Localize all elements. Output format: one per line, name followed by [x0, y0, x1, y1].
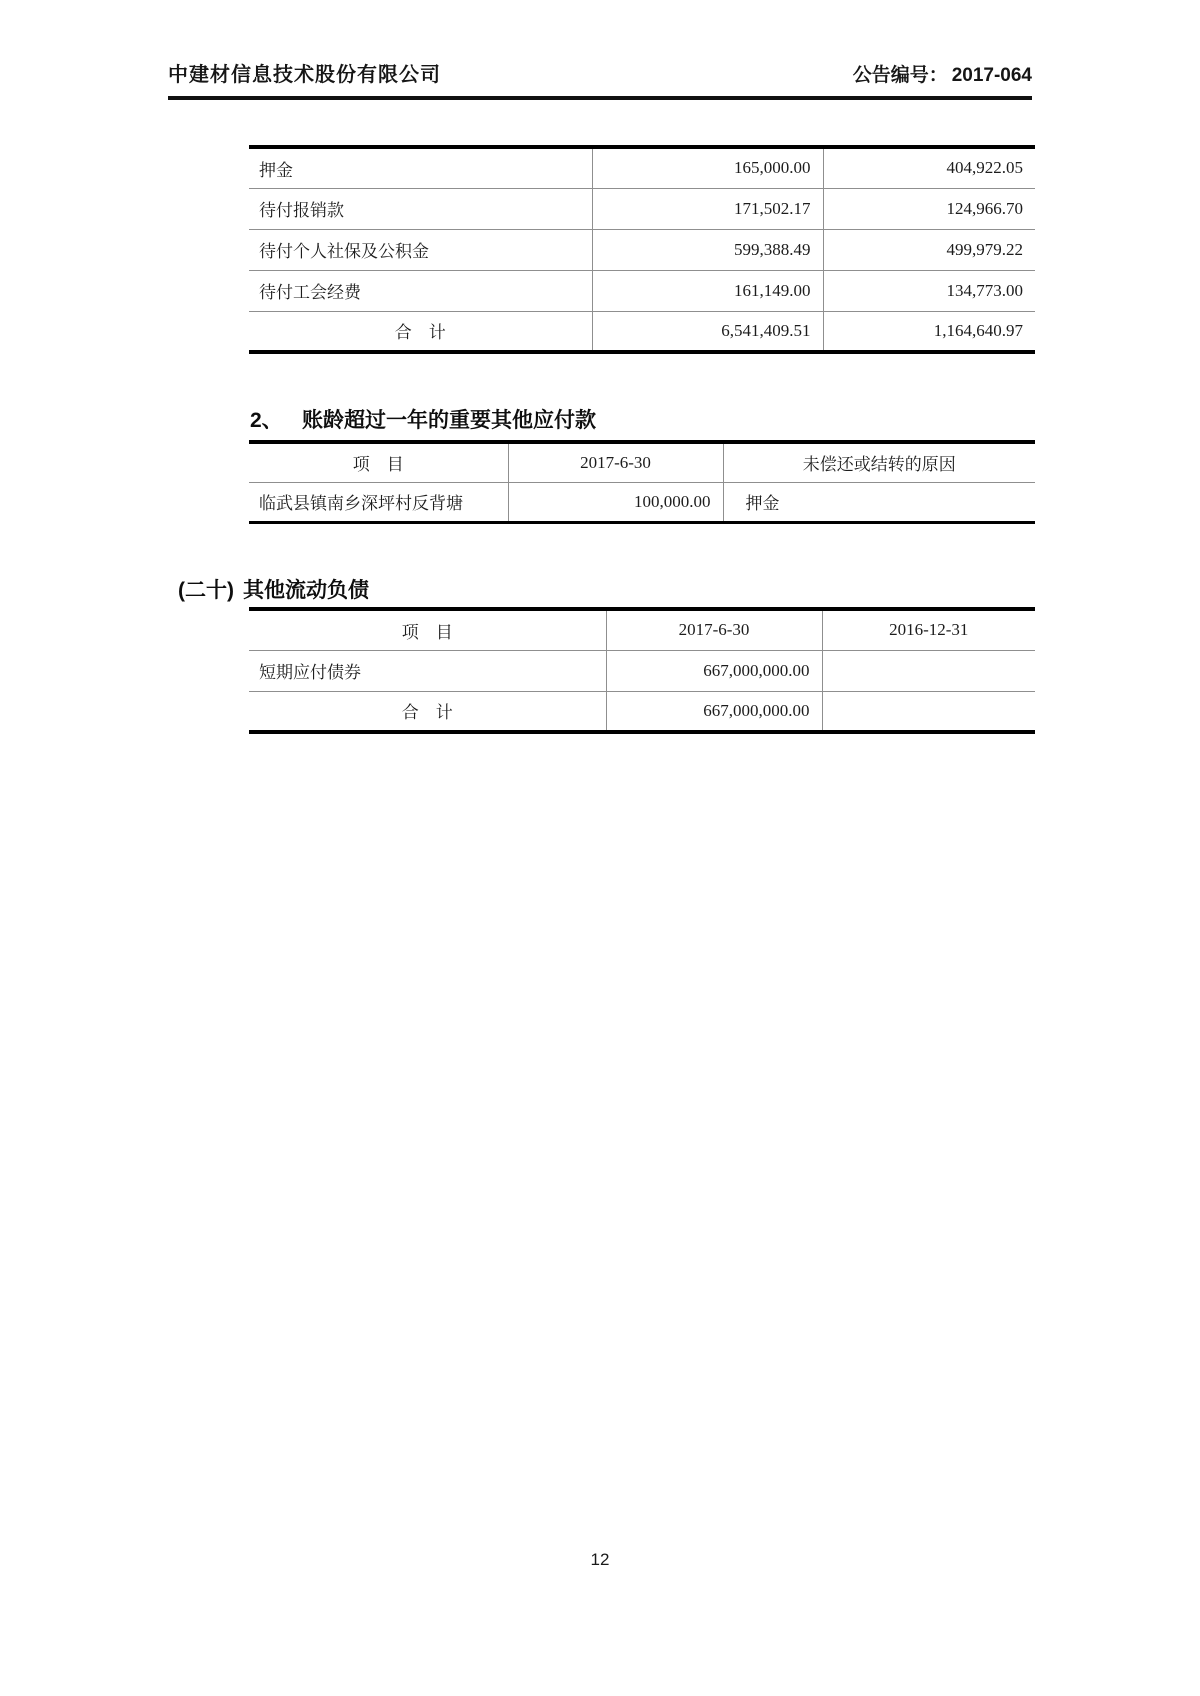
column-header-item: 项 目: [401, 622, 453, 642]
header-row: [249, 442, 1035, 482]
amount-2016: [822, 650, 1035, 691]
document-header: [168, 58, 1032, 100]
company-name: 中建材信息技术股份有限公司: [168, 64, 441, 86]
aging-payables-table: [249, 440, 1035, 524]
section-heading-aging: [250, 404, 596, 434]
amount-2016: 124,966.70: [823, 188, 1035, 229]
amount-2017: 161,149.00: [592, 270, 823, 311]
item-label: 短期应付债券: [249, 650, 606, 691]
amount-2016: 134,773.00: [823, 270, 1035, 311]
header-row: [249, 609, 1035, 650]
amount-2017: 599,388.49: [592, 229, 823, 270]
total-row: [249, 311, 1035, 352]
table-row: [249, 650, 1035, 691]
section-title: 其他流动负债: [243, 579, 369, 602]
reason: 押金: [723, 482, 1035, 522]
other-payables-table: [249, 145, 1035, 354]
total-row: [249, 691, 1035, 732]
column-header-item: 项 目: [352, 455, 404, 475]
table-row: [249, 147, 1035, 188]
column-header-2017: 2017-6-30: [606, 609, 822, 650]
announcement-number-value: 2017-064: [951, 65, 1032, 86]
amount-2017: 667,000,000.00: [606, 650, 822, 691]
item-label: 待付工会经费: [249, 270, 592, 311]
column-header-2016: 2016-12-31: [822, 609, 1035, 650]
announcement-number: [853, 60, 1032, 87]
item-label: 押金: [259, 160, 293, 180]
total-label: 合 计: [249, 691, 606, 732]
section-number: (二十): [178, 579, 234, 602]
item-label: 临武县镇南乡深坪村反背塘: [249, 482, 508, 522]
total-2016: [822, 691, 1035, 732]
announcement-number-label: 公告编号：: [852, 65, 948, 86]
item-label: 待付报销款: [249, 188, 592, 229]
total-2017: 6,541,409.51: [592, 311, 823, 352]
amount-2017: 171,502.17: [592, 188, 823, 229]
item-label: 待付个人社保及公积金: [249, 229, 592, 270]
amount-2016: 404,922.05: [823, 147, 1035, 188]
page-number: 12: [590, 1550, 610, 1569]
amount-2017: 165,000.00: [592, 147, 823, 188]
amount: 100,000.00: [508, 482, 723, 522]
section-heading-other-liabilities: [178, 574, 369, 604]
table-row: [249, 229, 1035, 270]
section-number: 2、: [250, 409, 283, 432]
section-title: 账龄超过一年的重要其他应付款: [302, 409, 596, 432]
total-2016: 1,164,640.97: [823, 311, 1035, 352]
total-label: 合 计: [249, 311, 592, 352]
column-header-date: 2017-6-30: [508, 442, 723, 482]
column-header-reason: 未偿还或结转的原因: [723, 442, 1035, 482]
total-2017: 667,000,000.00: [606, 691, 822, 732]
table-row: [249, 188, 1035, 229]
table-row: [249, 482, 1035, 522]
amount-2016: 499,979.22: [823, 229, 1035, 270]
table-row: [249, 270, 1035, 311]
other-current-liabilities-table: [249, 607, 1035, 734]
